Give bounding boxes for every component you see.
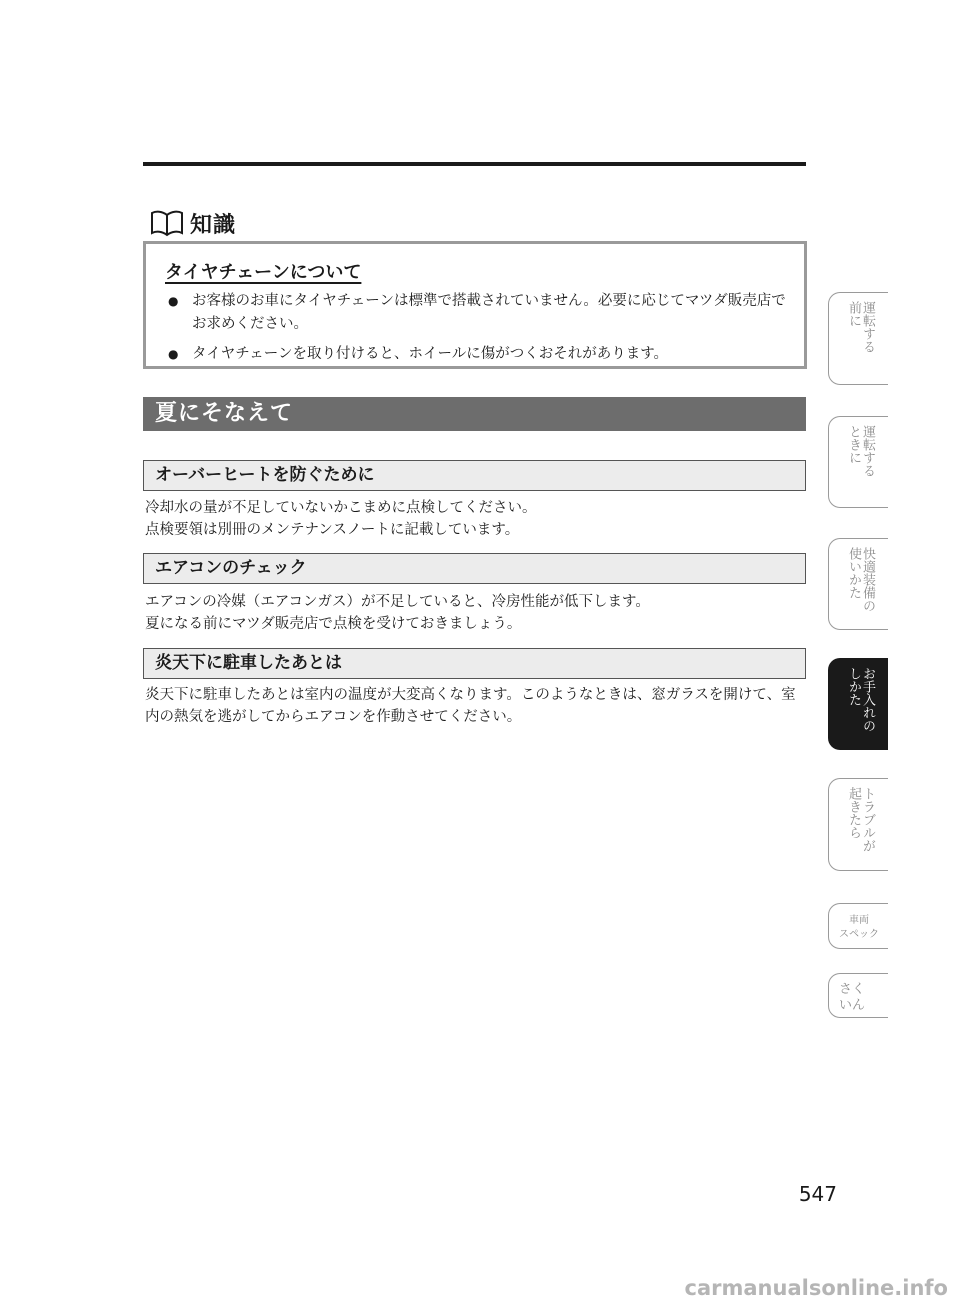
- knowledge-heading: [150, 206, 236, 240]
- knowledge-box: [143, 241, 807, 369]
- list-item: ● お客様のお車にタイヤチェーンは標準で搭載されていません。必要に応じてマツダ販売店でお求めください。: [160, 290, 788, 336]
- knowledge-box-title: タイヤチェーンについて: [165, 262, 362, 283]
- side-tab-maintenance[interactable]: [828, 658, 888, 750]
- side-tab-vehicle-specs[interactable]: [828, 903, 888, 949]
- body-line: エアコンの冷媒（エアコンガス）が不足していると、冷房性能が低下します。: [145, 594, 650, 610]
- subsection-heading-aircon: エアコンのチェック: [143, 553, 806, 584]
- subsection-body-aircon: [145, 591, 810, 635]
- subsection-heading-overheat: オーバーヒートを防ぐために: [143, 460, 806, 491]
- side-tab-comfort-equipment[interactable]: [828, 538, 888, 630]
- list-item: ● タイヤチェーンを取り付けると、ホイールに傷がつくおそれがあります。: [160, 343, 788, 366]
- knowledge-list: [160, 290, 788, 373]
- subsection-body-parking: [145, 684, 805, 728]
- subsection-body-overheat: [145, 497, 810, 541]
- side-tab-while-driving[interactable]: [828, 416, 888, 508]
- knowledge-title: 知識: [190, 212, 237, 238]
- body-line: 冷却水の量が不足していないかこまめに点検してください。: [145, 500, 537, 516]
- open-book-icon: [150, 209, 184, 237]
- tab-label: 車両 スペック: [839, 915, 879, 940]
- top-rule: [143, 162, 806, 166]
- body-line: 夏になる前にマツダ販売店で点検を受けておきましょう。: [145, 616, 522, 632]
- tab-label: お手入れの しかた: [846, 667, 875, 732]
- body-line: 炎天下に駐車したあとは室内の温度が大変高くなります。このようなときは、窓ガラスを開けて、室内の熱気を逃がしてからエアコンを作動させてください。: [145, 687, 796, 725]
- side-tab-before-driving[interactable]: [828, 292, 888, 385]
- tab-label: トラブルが 起きたら: [846, 787, 875, 852]
- section-title: 夏にそなえて: [143, 397, 806, 431]
- page-number: 547: [798, 1182, 837, 1206]
- side-tab-index[interactable]: [828, 973, 888, 1018]
- tab-label: 運転する ときに: [846, 425, 875, 477]
- body-line: 点検要領は別冊のメンテナンスノートに記載しています。: [145, 522, 520, 538]
- tab-label: 快適装備の 使いかた: [846, 547, 875, 612]
- tab-label: さく いん: [839, 982, 866, 1013]
- tab-label: 運転する 前に: [846, 301, 875, 353]
- watermark: carmanualsonline.info: [684, 1276, 948, 1300]
- subsection-heading-parking: 炎天下に駐車したあとは: [143, 648, 806, 679]
- side-tab-troubleshooting[interactable]: [828, 778, 888, 871]
